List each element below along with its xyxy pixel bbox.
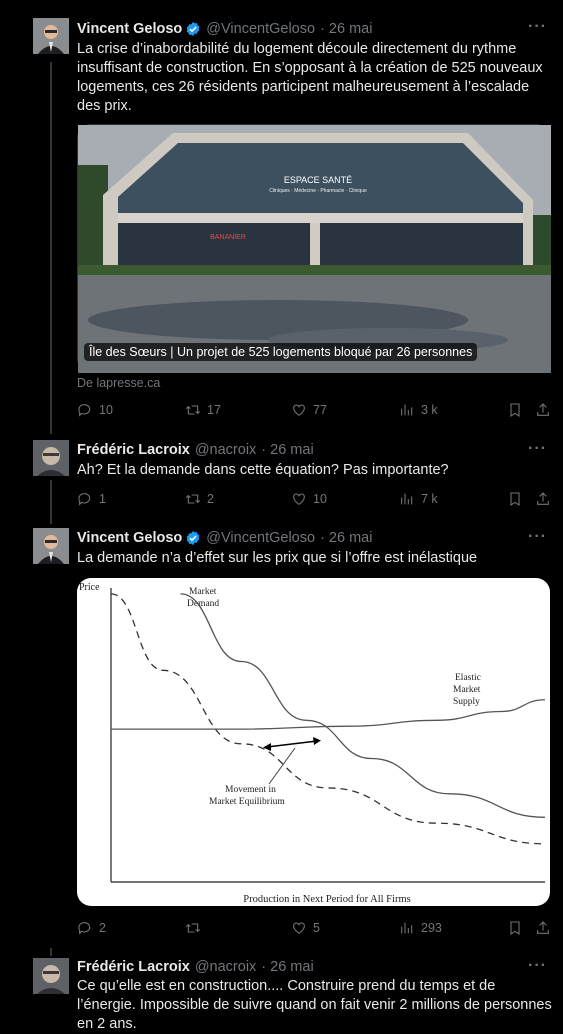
- chart-image[interactable]: [77, 578, 550, 906]
- tweet-actions: [77, 400, 553, 420]
- tweet-header: [77, 957, 314, 977]
- tweet-date[interactable]: · 26 mai: [261, 442, 314, 458]
- tweet-text: La crise d’inabordabilité du logement découle directement du rythme insuffisant de construction. En s’opposant à la création de 525 nouveaux logements, ces 26 résidents participent malheureusement à l’escalade des prix.: [77, 41, 543, 114]
- card-image: [78, 125, 551, 373]
- views-icon: [399, 402, 415, 418]
- share-button[interactable]: [535, 400, 551, 420]
- reply-icon: [77, 920, 93, 936]
- y-axis-label: Price: [79, 582, 100, 593]
- tweet-date[interactable]: · 26 mai: [320, 21, 373, 37]
- thread-line: [50, 948, 52, 956]
- bookmark-button[interactable]: [507, 489, 523, 509]
- like-button[interactable]: [291, 489, 327, 509]
- avatar[interactable]: [33, 958, 69, 994]
- bookmark-button[interactable]: [507, 400, 523, 420]
- series-line-1: [111, 594, 545, 844]
- share-icon: [535, 402, 551, 418]
- author-handle[interactable]: @nacroix: [194, 442, 257, 458]
- reply-button[interactable]: [77, 400, 113, 420]
- like-button[interactable]: [291, 400, 327, 420]
- author-handle[interactable]: @nacroix: [194, 959, 257, 975]
- bookmark-icon: [507, 491, 523, 507]
- x-axis-label: Production in Next Period for All Firms: [243, 894, 411, 905]
- like-icon: [291, 491, 307, 507]
- more-icon[interactable]: ···: [528, 957, 547, 974]
- more-icon[interactable]: ···: [528, 440, 547, 457]
- series-line-0: [180, 594, 545, 817]
- like-count: 5: [313, 921, 320, 935]
- more-icon[interactable]: ···: [528, 18, 547, 35]
- verified-badge-icon: [185, 530, 201, 546]
- supply-demand-chart: [77, 578, 550, 906]
- author-name[interactable]: Frédéric Lacroix: [77, 442, 190, 458]
- views-icon: [399, 491, 415, 507]
- bookmark-icon: [507, 402, 523, 418]
- bookmark-icon: [507, 920, 523, 936]
- retweet-button[interactable]: [185, 489, 214, 509]
- tweet-text: Ce qu’elle est en construction.... Construire prend du temps et de l’énergie. Impossible de suivre quand on fait venir 2 millions de personnes en 2 ans.: [77, 978, 552, 1032]
- annotation-pointer: [269, 748, 295, 784]
- like-count: 77: [313, 403, 327, 417]
- arrow-head-right: [313, 737, 321, 745]
- retweet-icon: [185, 402, 201, 418]
- author-name[interactable]: Vincent Geloso: [77, 21, 183, 37]
- views-icon: [399, 920, 415, 936]
- reply-count: 10: [99, 403, 113, 417]
- reply-icon: [77, 402, 93, 418]
- tweet[interactable]: [0, 948, 563, 1032]
- like-icon: [291, 402, 307, 418]
- building-sign-sub: Cliniques · Médecine · Pharmacie · Clinique: [269, 188, 367, 194]
- tweet-actions: [77, 918, 553, 938]
- avatar[interactable]: [33, 440, 69, 476]
- reply-button[interactable]: [77, 489, 106, 509]
- reply-button[interactable]: [77, 918, 106, 938]
- equilibrium-label: Movement in Market Equilibrium: [209, 785, 285, 807]
- views-button[interactable]: [399, 400, 438, 420]
- retweet-icon: [185, 491, 201, 507]
- card-source[interactable]: De lapresse.ca: [77, 376, 161, 390]
- author-name[interactable]: Vincent Geloso: [77, 530, 183, 546]
- tweet-text: La demande n’a d’effet sur les prix que si l’offre est inélastique: [77, 550, 478, 566]
- reply-count: 1: [99, 492, 106, 506]
- author-handle[interactable]: @VincentGeloso: [206, 530, 316, 546]
- link-card[interactable]: [77, 124, 550, 372]
- equilibrium-arrow: [267, 741, 317, 747]
- avatar[interactable]: [33, 18, 69, 54]
- share-button[interactable]: [535, 489, 551, 509]
- demand-label: Market Demand: [187, 587, 220, 609]
- views-button[interactable]: [399, 918, 442, 938]
- more-icon[interactable]: ···: [528, 528, 547, 545]
- tweet-header: [77, 19, 372, 39]
- reply-icon: [77, 491, 93, 507]
- card-caption: Île des Sœurs | Un projet de 525 logements bloqué par 26 personnes: [84, 343, 477, 361]
- tweet-header: [77, 528, 372, 548]
- retweet-icon: [185, 920, 201, 936]
- reply-count: 2: [99, 921, 106, 935]
- tweet-actions: [77, 489, 553, 509]
- like-button[interactable]: [291, 918, 320, 938]
- supply-label: Elastic Market Supply: [453, 673, 481, 707]
- author-handle[interactable]: @VincentGeloso: [206, 21, 316, 37]
- tweet-header: [77, 440, 314, 460]
- building-sign: ESPACE SANTÉ: [283, 175, 353, 185]
- retweet-button[interactable]: [185, 918, 207, 938]
- bookmark-button[interactable]: [507, 918, 523, 938]
- tweet-date[interactable]: · 26 mai: [261, 959, 314, 975]
- verified-badge-icon: [185, 21, 201, 37]
- tweet[interactable]: [0, 430, 563, 520]
- store-sign: BANANIER: [210, 234, 246, 241]
- tweet-date[interactable]: · 26 mai: [320, 530, 373, 546]
- views-count: 3 k: [421, 403, 438, 417]
- like-count: 10: [313, 492, 327, 506]
- tweet-text: Ah? Et la demande dans cette équation? Pas importante?: [77, 462, 449, 478]
- retweet-count: 17: [207, 403, 221, 417]
- retweet-button[interactable]: [185, 400, 221, 420]
- share-icon: [535, 920, 551, 936]
- like-icon: [291, 920, 307, 936]
- share-button[interactable]: [535, 918, 551, 938]
- retweet-count: 2: [207, 492, 214, 506]
- avatar[interactable]: [33, 528, 69, 564]
- share-icon: [535, 491, 551, 507]
- tweet[interactable]: [0, 0, 563, 430]
- views-count: 7 k: [421, 492, 438, 506]
- views-count: 293: [421, 921, 442, 935]
- views-button[interactable]: [399, 489, 438, 509]
- author-name[interactable]: Frédéric Lacroix: [77, 959, 190, 975]
